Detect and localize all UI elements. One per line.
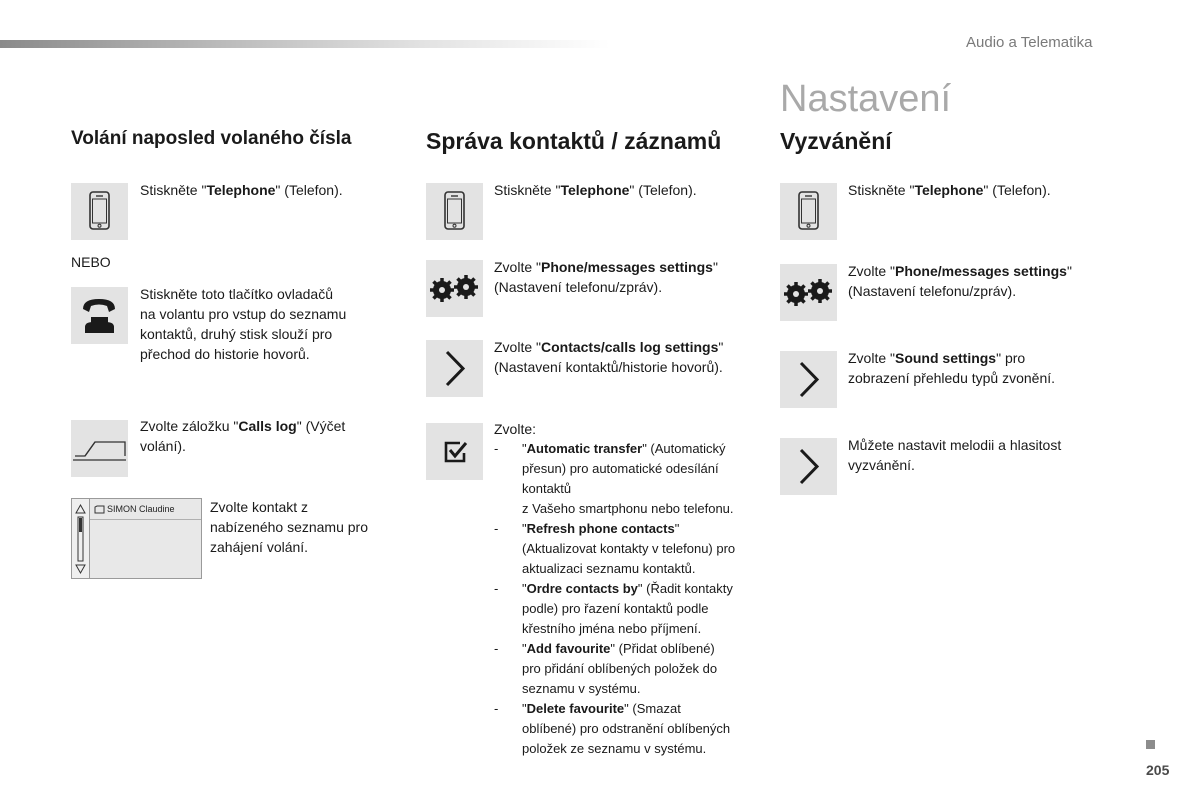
section-label: Audio a Telematika: [966, 34, 1093, 51]
or-label: NEBO: [71, 254, 111, 270]
chevron-right-icon: [426, 340, 483, 397]
calls-log-tab-icon: [71, 420, 128, 477]
col1-step4-text: Zvolte kontakt z nabízeného seznamu pro zahájení volání.: [210, 499, 368, 555]
contact-row: [90, 499, 201, 520]
chevron-icon-box: [426, 340, 483, 397]
screen-scrollbar: [72, 499, 90, 578]
col2-step2-text: Zvolte "Phone/messages settings" (Nastavení telefonu/zpráv).: [494, 259, 718, 295]
gears-icon: [780, 264, 837, 321]
calls-log-icon-box: [71, 420, 128, 477]
gears-icon: [426, 260, 483, 317]
contact-card-icon: [94, 505, 105, 514]
list-item: - "Refresh phone contacts" (Aktualizovat kontakty v telefonu) pro aktualizaci seznamu kontaktů.: [494, 521, 736, 576]
gears-icon-box: [426, 260, 483, 317]
col2-step4-intro: Zvolte:: [494, 421, 537, 437]
list-item: - "Delete favourite" (Smazat oblíbené) pro odstranění oblíbených položek ze seznamu v systému.: [494, 701, 731, 756]
chevron-right-icon: [780, 438, 837, 495]
checkbox-icon: [426, 423, 483, 480]
list-item: - "Add favourite" (Přidat oblíbené) pro přidání oblíbených položek do seznamu v systému.: [494, 641, 718, 696]
page-marker: [1146, 740, 1155, 749]
phone-icon: [426, 183, 483, 240]
col1-step3-text: Zvolte záložku "Calls log" (Výčet volání).: [140, 418, 346, 454]
col3-step2-text: Zvolte "Phone/messages settings" (Nastavení telefonu/zpráv).: [848, 263, 1072, 299]
col3-step4-text: Můžete nastavit melodii a hlasitost vyzvánění.: [848, 437, 1062, 473]
phone-icon: [780, 183, 837, 240]
list-item: - "Ordre contacts by" (Řadit kontakty podle) pro řazení kontaktů podle křestního jména nebo příjmení.: [494, 581, 733, 636]
scroll-up-icon: [76, 505, 85, 513]
checkbox-icon-box: [426, 423, 483, 480]
gears-icon-box: [780, 264, 837, 321]
col1-step2-text: Stiskněte toto tlačítko ovladačů na volantu pro vstup do seznamu kontaktů, druhý stisk slouží pro přechod do historie hovorů.: [140, 286, 347, 362]
scroll-down-icon: [76, 565, 85, 573]
options-list: [494, 439, 764, 759]
phone-icon-box: [426, 183, 483, 240]
col2-step1-text: Stiskněte "Telephone" (Telefon).: [494, 182, 697, 198]
header-gradient-bar: [0, 40, 610, 48]
col3-heading: Vyzvánění: [780, 128, 892, 154]
list-item: - "Automatic transfer" (Automatický přesun) pro automatické odesílání kontaktů z Vašeho smartphonu nebo telefonu.: [494, 441, 734, 516]
col1-step1-text: Stiskněte "Telephone" (Telefon).: [140, 182, 343, 198]
page-number: 205: [1146, 762, 1170, 778]
steering-phone-button-icon: [71, 287, 128, 344]
steering-button-icon-box: [71, 287, 128, 344]
col3-step1-text: Stiskněte "Telephone" (Telefon).: [848, 182, 1051, 198]
col3-step3-text: Zvolte "Sound settings" pro zobrazení přehledu typů zvonění.: [848, 350, 1056, 386]
chevron-icon-box: [780, 438, 837, 495]
phone-icon: [71, 183, 128, 240]
chevron-right-icon: [780, 351, 837, 408]
page-title: Nastavení: [780, 78, 952, 120]
chevron-icon-box: [780, 351, 837, 408]
phone-icon-box: [780, 183, 837, 240]
phone-icon-box: [71, 183, 128, 240]
col1-heading: Volání naposled volaného čísla: [71, 128, 352, 149]
contact-name: SIMON Claudine: [107, 504, 175, 514]
col2-heading: Správa kontaktů / záznamů: [426, 128, 722, 154]
contacts-screen-thumbnail: [71, 498, 202, 579]
col2-step3-text: Zvolte "Contacts/calls log settings" (Nastavení kontaktů/historie hovorů).: [494, 339, 724, 375]
